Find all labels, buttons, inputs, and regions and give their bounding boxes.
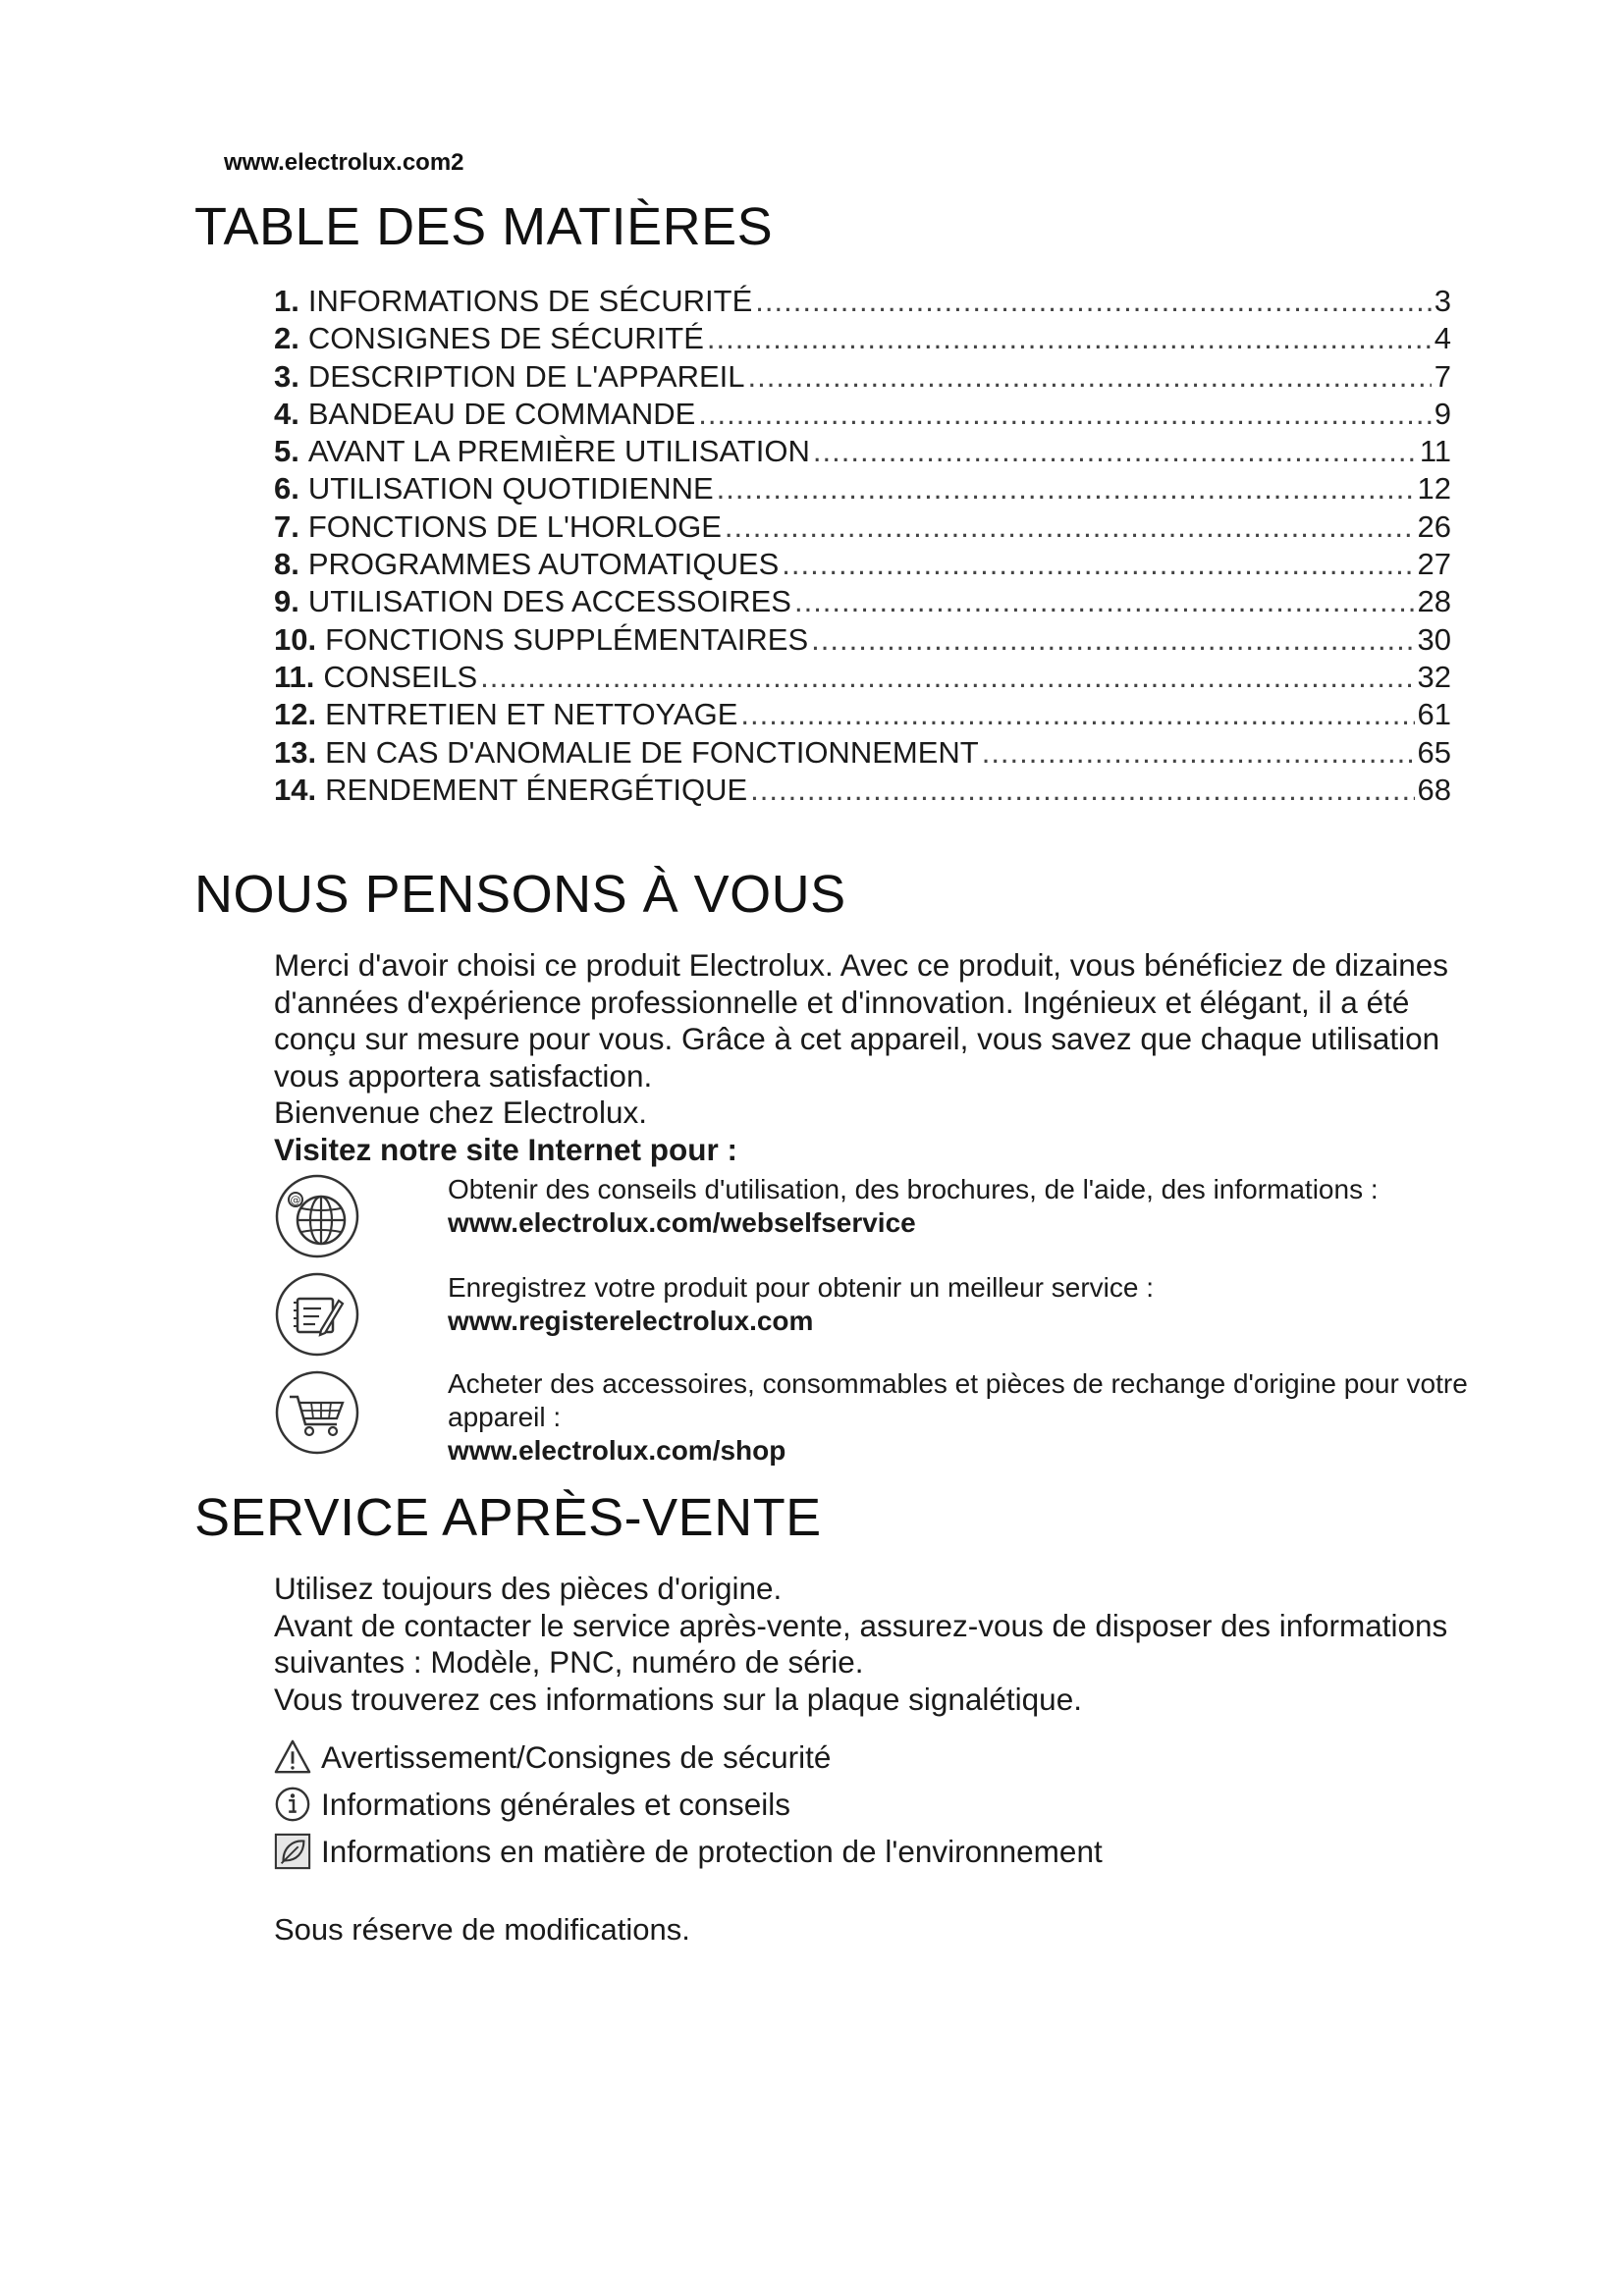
toc-entry-label: FONCTIONS DE L'HORLOGE bbox=[307, 508, 722, 544]
toc-dot-leader bbox=[813, 433, 1417, 470]
service-title: SERVICE APRÈS-VENTE bbox=[194, 1488, 822, 1547]
toc-dot-leader bbox=[707, 320, 1432, 357]
toc-dot-leader bbox=[982, 734, 1415, 772]
legend-warning-text: Avertissement/Consignes de sécurité bbox=[321, 1738, 832, 1775]
toc-entry-number: 2. bbox=[274, 321, 299, 356]
toc-entry-label: DESCRIPTION DE L'APPAREIL bbox=[307, 358, 745, 394]
toc-dot-leader bbox=[748, 358, 1432, 396]
toc-entry-page: 32 bbox=[1417, 659, 1451, 694]
link-shop[interactable]: www.electrolux.com/shop bbox=[448, 1435, 786, 1466]
toc-entry-page: 11 bbox=[1419, 434, 1451, 469]
toc-entry[interactable] bbox=[274, 696, 1451, 733]
toc-dot-leader bbox=[698, 396, 1431, 433]
toc-entry-label: AVANT LA PREMIÈRE UTILISATION bbox=[307, 434, 810, 469]
toc-entry-label: UTILISATION QUOTIDIENNE bbox=[307, 471, 714, 507]
toc-entry-number: 11. bbox=[274, 659, 315, 694]
toc-entry-page: 12 bbox=[1417, 471, 1451, 507]
legend-environment bbox=[274, 1832, 1103, 1871]
toc-entry[interactable] bbox=[274, 621, 1451, 659]
toc-dot-leader bbox=[782, 546, 1414, 583]
visit-text-register: Enregistrez votre produit pour obtenir un meilleur service : bbox=[448, 1272, 1155, 1303]
toc-entry-page: 3 bbox=[1434, 284, 1451, 318]
toc-entry[interactable] bbox=[274, 772, 1451, 809]
toc-dot-leader bbox=[811, 621, 1414, 659]
toc-entry-page: 27 bbox=[1417, 547, 1451, 582]
toc-entry[interactable] bbox=[274, 583, 1451, 620]
service-line-contact-info: Avant de contacter le service après-vente, assurez-vous de disposer des informations suivantes : Modèle, PNC, numéro de série. bbox=[274, 1607, 1448, 1680]
welcome-title: NOUS PENSONS À VOUS bbox=[194, 865, 846, 924]
visit-heading: Visitez notre site Internet pour : bbox=[274, 1131, 737, 1167]
toc-entry[interactable] bbox=[274, 508, 1451, 546]
link-webselfservice[interactable]: www.electrolux.com/webselfservice bbox=[448, 1207, 916, 1238]
toc-dot-leader bbox=[755, 283, 1431, 320]
toc-entry-number: 8. bbox=[274, 547, 299, 582]
toc-entry[interactable] bbox=[274, 283, 1451, 320]
toc-entry-page: 61 bbox=[1417, 697, 1451, 732]
toc-entry-label: PROGRAMMES AUTOMATIQUES bbox=[307, 547, 780, 582]
toc-entry-label: ENTRETIEN ET NETTOYAGE bbox=[325, 697, 738, 732]
toc-entry-number: 9. bbox=[274, 584, 299, 619]
environment-icon bbox=[274, 1833, 311, 1870]
toc-entry-page: 7 bbox=[1434, 358, 1451, 394]
toc-entry-number: 12. bbox=[274, 697, 317, 732]
toc-entry[interactable] bbox=[274, 320, 1451, 357]
toc-entry[interactable] bbox=[274, 470, 1451, 507]
register-icon bbox=[274, 1271, 360, 1358]
toc-dot-leader bbox=[480, 659, 1414, 696]
toc-entry-label: CONSIGNES DE SÉCURITÉ bbox=[307, 321, 704, 356]
toc-entry-number: 3. bbox=[274, 358, 299, 394]
toc-entry-label: UTILISATION DES ACCESSOIRES bbox=[307, 584, 791, 619]
globe-icon bbox=[274, 1173, 360, 1259]
toc-entry[interactable] bbox=[274, 546, 1451, 583]
toc-entry-number: 4. bbox=[274, 396, 299, 431]
toc-entry-page: 65 bbox=[1417, 734, 1451, 770]
welcome-greeting: Bienvenue chez Electrolux. bbox=[274, 1095, 647, 1130]
legend-info-text: Informations générales et conseils bbox=[321, 1786, 791, 1822]
toc-dot-leader bbox=[794, 583, 1415, 620]
link-register[interactable]: www.registerelectrolux.com bbox=[448, 1306, 814, 1336]
legend-info bbox=[274, 1785, 790, 1824]
toc-title: TABLE DES MATIÈRES bbox=[194, 197, 774, 256]
toc-entry-page: 4 bbox=[1434, 321, 1451, 356]
legend-environment-text: Informations en matière de protection de l'environnement bbox=[321, 1833, 1103, 1869]
toc-entry-label: BANDEAU DE COMMANDE bbox=[307, 396, 696, 431]
toc-entry-page: 9 bbox=[1434, 396, 1451, 431]
visit-text-shop: Acheter des accessoires, consommables et pièces de rechange d'origine pour votre appareil : bbox=[448, 1368, 1468, 1432]
toc-entry[interactable] bbox=[274, 433, 1451, 470]
toc-entry-label: RENDEMENT ÉNERGÉTIQUE bbox=[325, 772, 748, 807]
toc-entry-number: 7. bbox=[274, 508, 299, 544]
svg-text:@: @ bbox=[290, 1194, 301, 1206]
toc-dot-leader bbox=[740, 696, 1414, 733]
toc-entry-label: INFORMATIONS DE SÉCURITÉ bbox=[307, 284, 753, 318]
toc-dot-leader bbox=[725, 508, 1415, 546]
toc-entry-page: 26 bbox=[1417, 508, 1451, 544]
toc-dot-leader bbox=[717, 470, 1415, 507]
service-line-rating-plate: Vous trouverez ces informations sur la plaque signalétique. bbox=[274, 1681, 1082, 1717]
visit-text-webselfservice: Obtenir des conseils d'utilisation, des brochures, de l'aide, des informations : bbox=[448, 1174, 1379, 1204]
toc-entry-label: EN CAS D'ANOMALIE DE FONCTIONNEMENT bbox=[325, 734, 979, 770]
toc-entry-number: 14. bbox=[274, 772, 317, 807]
welcome-section bbox=[274, 947, 1482, 1168]
warning-icon bbox=[274, 1738, 311, 1776]
header-url[interactable]: www.electrolux.com2 bbox=[224, 149, 464, 176]
footnote: Sous réserve de modifications. bbox=[274, 1912, 690, 1947]
toc-entry-number: 5. bbox=[274, 434, 299, 469]
toc-entry[interactable] bbox=[274, 659, 1451, 696]
toc-entry-number: 1. bbox=[274, 284, 299, 318]
toc-entry[interactable] bbox=[274, 396, 1451, 433]
toc-entry-label: FONCTIONS SUPPLÉMENTAIRES bbox=[325, 621, 809, 657]
toc-entry-number: 10. bbox=[274, 621, 317, 657]
toc-entry-page: 30 bbox=[1417, 621, 1451, 657]
toc-entry-page: 68 bbox=[1417, 772, 1451, 807]
toc-entry-number: 13. bbox=[274, 734, 317, 770]
info-icon bbox=[274, 1786, 311, 1823]
toc-entry-label: CONSEILS bbox=[323, 659, 478, 694]
toc-entry[interactable] bbox=[274, 734, 1451, 772]
service-line-original-parts: Utilisez toujours des pièces d'origine. bbox=[274, 1571, 783, 1606]
welcome-paragraph: Merci d'avoir choisi ce produit Electrolux. Avec ce produit, vous bénéficiez de dizaines d'années d'expérience professionnelle et d'innovation. Ingénieux et élégant, il a été conçu sur mesure pour vous. Grâce à cet appareil, vous savez que chaque utilisation vous apportera satisfaction. bbox=[274, 947, 1449, 1094]
toc-dot-leader bbox=[750, 772, 1414, 809]
cart-icon bbox=[274, 1369, 360, 1456]
toc-entry-page: 28 bbox=[1417, 584, 1451, 619]
toc-entry-number: 6. bbox=[274, 471, 299, 507]
service-section bbox=[274, 1571, 1482, 1718]
table-of-contents bbox=[274, 283, 1451, 809]
toc-entry[interactable] bbox=[274, 358, 1451, 396]
legend-warning bbox=[274, 1737, 831, 1777]
